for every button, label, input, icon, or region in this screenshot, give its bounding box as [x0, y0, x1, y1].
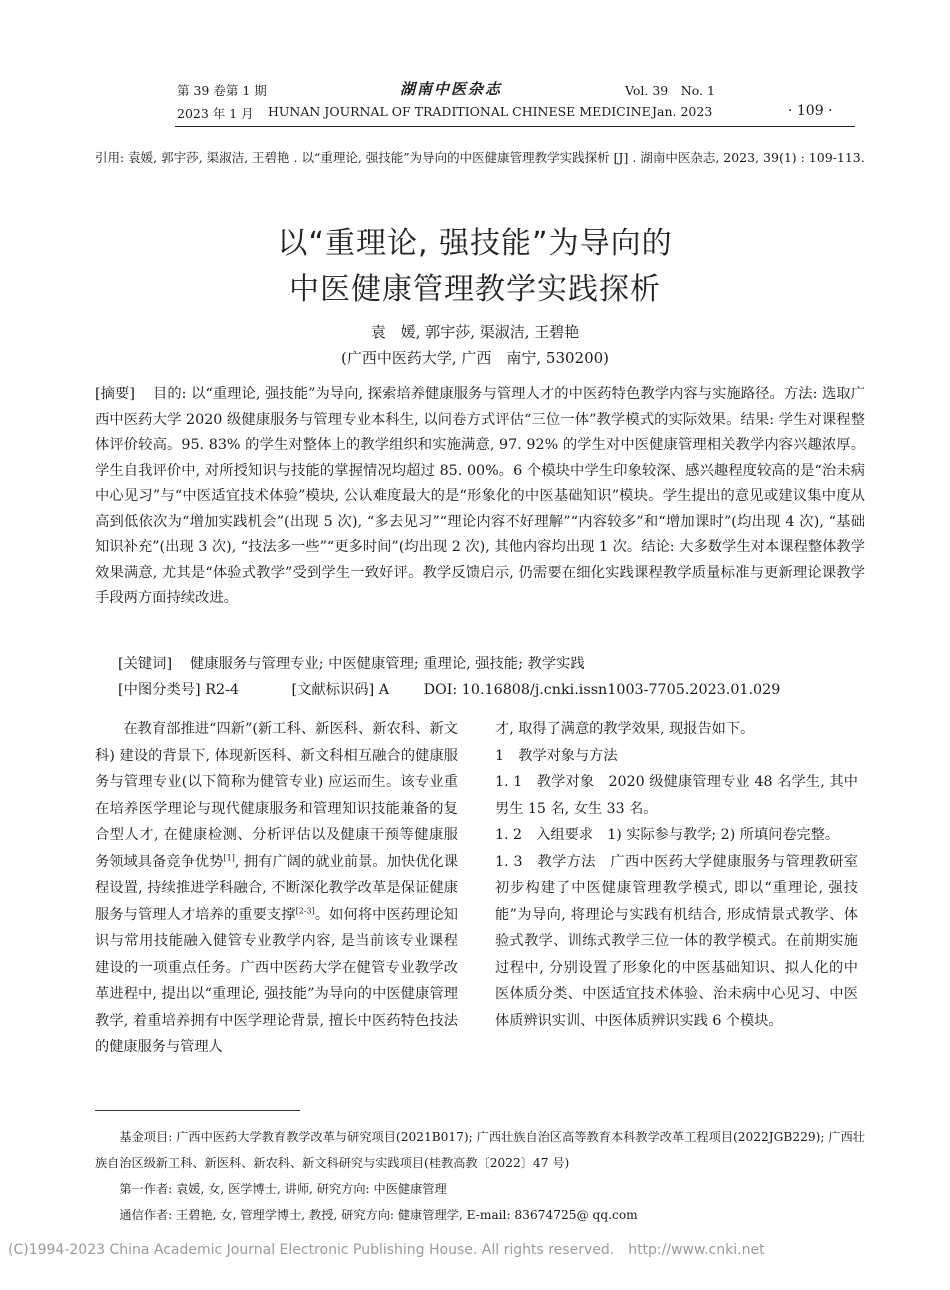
copyright-line: (C)1994-2023 China Academic Journal Electronic Publishing House. All rights reserved. http://www.cnki.net [8, 1242, 765, 1258]
header-volume-en: Vol. 39 No. 1 [625, 83, 715, 98]
body-right-column [495, 716, 858, 1034]
body-text: , 拥有广阔的就业前景。加快优化课程设置, 持续推进学科融合, 不断深化教学改革是保证健康服务与管理人才培养的重要支撑 [95, 853, 458, 923]
journal-logo: 湖南中医杂志 [400, 80, 503, 98]
body-paragraph-1 [95, 716, 458, 1061]
section-heading-1: 1 教学对象与方法 [495, 747, 618, 764]
body-left-column [95, 716, 458, 1061]
citation-ref: [2-3] [295, 905, 315, 915]
body-text: 。如何将中医药理论知识与常用技能融入健管专业教学内容, 是当前该专业课程建设的一项重点任务。广西中医药大学在健管专业教学改革进程中, 提出以“重理论, 强技能”为导向的中医健康管理教学, 着重培养拥有中医学理论背景, 擅长中医药特色技法的健康服务与管理人 [95, 906, 458, 1055]
doc-value: A [378, 682, 390, 698]
citation: 引用: 袁媛, 郭宇莎, 渠淑洁, 王碧艳 . 以“重理论, 强技能”为导向的中医健康管理教学实践探析 [J] . 湖南中医杂志, 2023, 39(1) : 109-113. [95, 150, 865, 165]
clc-label: [中图分类号] [118, 682, 201, 698]
citation-ref: [1] [223, 852, 235, 862]
abstract-label: [摘要] [95, 386, 135, 402]
abstract-text: 目的: 以“重理论, 强技能”为导向, 探索培养健康服务与管理人才的中医药特色教学内容与实施路径。方法: 选取广西中医药大学 2020 级健康服务与管理专业本科生, 以问卷方式评估“三位一体”教学模式的实际效果。结果: 学生对课程整体评价较高。95. 83% 的学生对整体上的教学组织和实施满意, 97. 92% 的学生对中医健康管理相关教学内容兴趣浓厚。学生自我评价中, 对所授知识与技能的掌握情况均超过 85. 00%。6 个模块中学生印象较深、感兴趣程度较高的是“治未病中心见习”与“中医适宜技术体验”模块, 公认难度最大的是“形象化的中医基础知识”模块。学生提出的意见或建议集中度从高到低依次为“增加实践机会”(出现 5 次), “多去见习”“理论内容不好理解”“内容较多”和“增加课时”(均出现 4 次), “基础知识补充”(出现 3 次), “技法多一些”“更多时间”(均出现 2 次), 其他内容均出现 1 次。结论: 大多数学生对本课程整体教学效果满意, 尤其是“体验式教学”受到学生一致好评。教学反馈启示, 仍需要在细化实践课程教学质量标准与更新理论课教学手段两方面持续改进。 [95, 386, 866, 606]
title-line-1: 以“重理论, 强技能”为导向的 [277, 226, 673, 261]
keywords-text: 健康服务与管理专业; 中医健康管理; 重理论, 强技能; 教学实践 [190, 656, 585, 672]
footnote-first-author: 第一作者: 袁媛, 女, 医学博士, 讲师, 研究方向: 中医健康管理 [119, 1182, 447, 1196]
keywords-label: [关键词] [118, 656, 173, 672]
header-date-cn: 2023 年 1 月 [177, 106, 254, 121]
header-rule [175, 126, 855, 127]
header-volume-cn: 第 39 卷第 1 期 [177, 83, 267, 98]
subsection-1-1: 1. 1 教学对象 2020 级健康管理专业 48 名学生, 其中男生 15 名, 女生 33 名。 [495, 774, 858, 817]
abstract [95, 382, 865, 612]
footnote-corresponding: 通信作者: 王碧艳, 女, 管理学博士, 教授, 研究方向: 健康管理学, E-mail: 83674725@ qq.com [119, 1208, 638, 1222]
page-number: · 109 · [788, 103, 833, 119]
footnotes [95, 1124, 865, 1228]
affiliation: (广西中医药大学, 广西 南宁, 530200) [340, 349, 610, 367]
classification-row [118, 677, 868, 703]
doi: DOI: 10.16808/j.cnki.issn1003-7705.2023.01.029 [423, 682, 781, 698]
header-journal-en: HUNAN JOURNAL OF TRADITIONAL CHINESE MEDICINE [268, 104, 651, 119]
authors: 袁 媛, 郭宇莎, 渠淑洁, 王碧艳 [370, 323, 580, 341]
footnote-rule [95, 1110, 300, 1111]
doc-label: [文献标识码] [291, 682, 375, 698]
title-line-2: 中医健康管理教学实践探析 [289, 272, 661, 307]
subsection-1-3: 1. 3 教学方法 广西中医药大学健康服务与管理教研室初步构建了中医健康管理教学模式, 即以“重理论, 强技能”为导向, 将理论与实践有机结合, 形成情景式教学、体验式教学、训练式教学三位一体的教学模式。在前期实施过程中, 分别设置了形象化的中医基础知识、拟人化的中医体质分类、中医适宜技术体验、治未病中心见习、中医体质辨识实训、中医体质辨识实践 6 个模块。 [495, 853, 858, 1029]
body-paragraph-continued: 才, 取得了满意的教学效果, 现报告如下。 [495, 721, 755, 737]
clc-value: R2-4 [205, 682, 239, 698]
footnote-fund: 基金项目: 广西中医药大学教育教学改革与研究项目(2021B017); 广西壮族自治区高等教育本科教学改革工程项目(2022JGB229); 广西壮族自治区级新工科、新医科、新农科、新文科研究与实践项目(桂教高教〔2022〕47 号) [95, 1130, 865, 1170]
body-text: 在教育部推进“四新”(新工科、新医科、新农科、新文科) 建设的背景下, 体现新医科、新文科相互融合的健康服务与管理专业(以下简称为健管专业) 应运而生。该专业重在培养医学理论与现代健康服务和管理知识技能兼备的复合型人才, 在健康检测、分析评估以及健康干预等健康服务领域具备竞争优势 [95, 721, 458, 870]
header-date-en: Jan. 2023 [652, 104, 713, 119]
keywords [118, 651, 868, 677]
subsection-1-2: 1. 2 入组要求 1) 实际参与教学; 2) 所填问卷完整。 [495, 827, 840, 843]
